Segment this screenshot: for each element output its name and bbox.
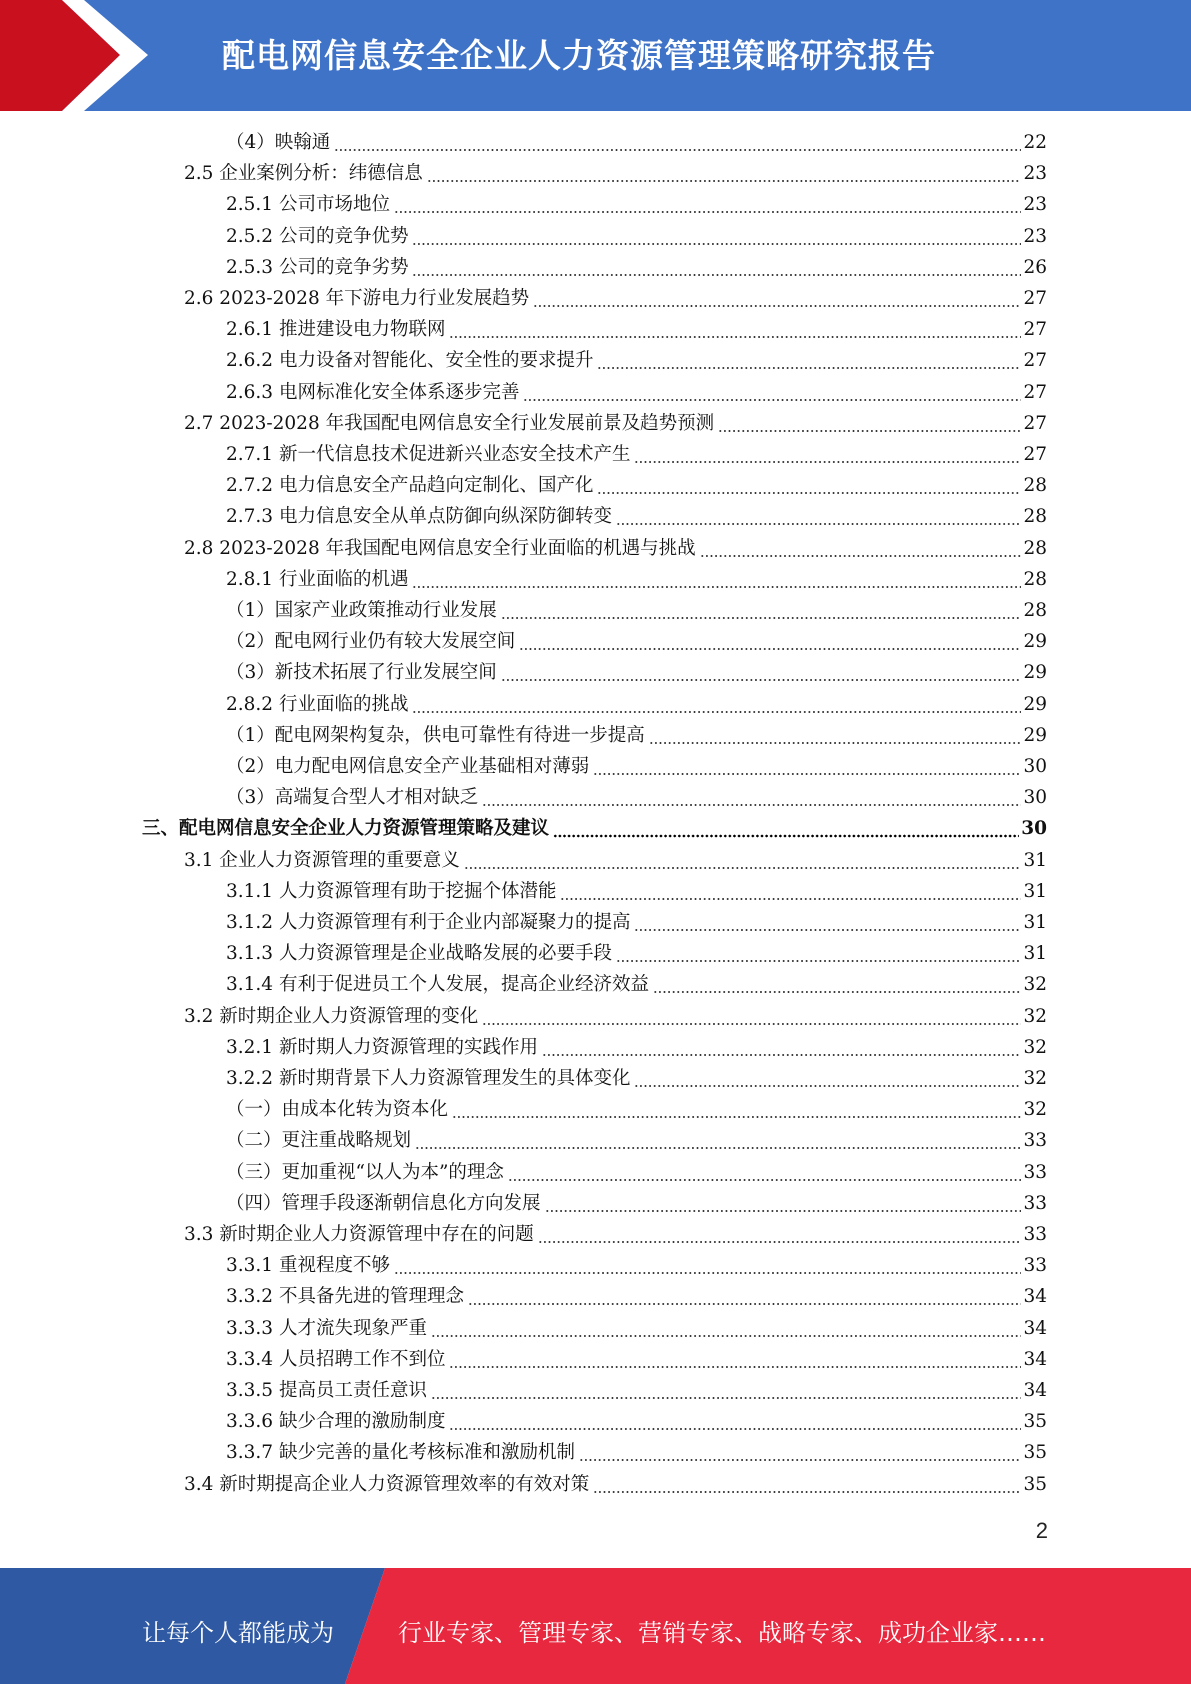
- toc-entry-label: 3.2 新时期企业人力资源管理的变化: [184, 1005, 479, 1027]
- toc-dot-leader: [427, 158, 1022, 189]
- toc-entry-page: 29: [1023, 662, 1047, 684]
- toc-entry[interactable]: [226, 501, 1047, 532]
- toc-entry-page: 34: [1023, 1380, 1047, 1401]
- toc-dot-leader: [718, 408, 1021, 439]
- document-title: 配电网信息安全企业人力资源管理策略研究报告: [222, 36, 936, 75]
- toc-entry-page: 27: [1023, 412, 1047, 434]
- toc-dot-leader: [553, 813, 1019, 844]
- footer-banner: [0, 1568, 1191, 1684]
- toc-dot-leader: [431, 1313, 1021, 1344]
- toc-entry[interactable]: [226, 1125, 1047, 1156]
- toc-entry[interactable]: [226, 377, 1047, 408]
- toc-entry-label: 3.1.2 人力资源管理有利于企业内部凝聚力的提高: [226, 912, 631, 933]
- toc-entry-label: 3.3.6 缺少合理的激励制度: [226, 1411, 446, 1433]
- toc-entry[interactable]: [226, 626, 1047, 657]
- header-banner: [0, 0, 1191, 111]
- toc-entry-page: 23: [1023, 194, 1047, 216]
- toc-entry[interactable]: [226, 1375, 1047, 1406]
- toc-entry[interactable]: [226, 1406, 1047, 1437]
- toc-entry-page: 32: [1023, 974, 1047, 996]
- toc-entry-page: 31: [1023, 912, 1047, 933]
- toc-entry[interactable]: [184, 158, 1047, 189]
- toc-entry[interactable]: [226, 1157, 1047, 1188]
- toc-entry-label: 2.7.2 电力信息安全产品趋向定制化、国产化: [226, 475, 594, 497]
- toc-entry[interactable]: [142, 813, 1047, 844]
- toc-entry-page: 33: [1023, 1130, 1047, 1152]
- toc-entry-label: 3.1.4 有利于促进员工个人发展，提高企业经济效益: [226, 974, 649, 996]
- toc-dot-leader: [508, 1157, 1022, 1188]
- toc-entry-page: 23: [1023, 225, 1047, 247]
- toc-entry-page: 28: [1023, 506, 1047, 528]
- toc-entry-label: 2.8.2 行业面临的挑战: [226, 693, 409, 715]
- toc-entry[interactable]: [226, 1188, 1047, 1219]
- toc-entry-label: 3.4 新时期提高企业人力资源管理效率的有效对策: [184, 1473, 590, 1495]
- toc-entry-label: （1）国家产业政策推动行业发展: [226, 600, 497, 621]
- toc-entry-page: 29: [1023, 631, 1047, 653]
- toc-entry-page: 34: [1023, 1317, 1047, 1339]
- toc-dot-leader: [468, 1281, 1021, 1312]
- toc-dot-leader: [464, 845, 1022, 876]
- toc-entry-label: 2.5.2 公司的竞争优势: [226, 225, 409, 247]
- toc-dot-leader: [616, 938, 1021, 969]
- toc-dot-leader: [538, 1219, 1022, 1250]
- toc-dot-leader: [593, 1469, 1021, 1500]
- toc-dot-leader: [533, 283, 1021, 314]
- toc-entry-page: 32: [1023, 1068, 1047, 1089]
- toc-entry-label: （3）新技术拓展了行业发展空间: [226, 662, 497, 684]
- toc-entry-page: 32: [1023, 1005, 1047, 1027]
- toc-entry-label: 2.6.3 电网标准化安全体系逐步完善: [226, 381, 520, 403]
- toc-entry-label: （一）由成本化转为资本化: [226, 1099, 449, 1121]
- toc-entry-page: 29: [1023, 724, 1047, 746]
- toc-entry-label: （四）管理手段逐渐朝信息化方向发展: [226, 1192, 541, 1214]
- toc-dot-leader: [700, 533, 1022, 564]
- toc-entry-label: 三、配电网信息安全企业人力资源管理策略及建议: [142, 818, 550, 840]
- toc-entry-page: 27: [1023, 350, 1047, 372]
- toc-dot-leader: [542, 1032, 1021, 1063]
- toc-dot-leader: [545, 1188, 1022, 1219]
- toc-entry[interactable]: [226, 314, 1047, 345]
- toc-dot-leader: [412, 689, 1021, 720]
- toc-dot-leader: [449, 1406, 1021, 1437]
- toc-entry-page: 23: [1023, 163, 1047, 185]
- toc-entry-label: 3.1.3 人力资源管理是企业战略发展的必要手段: [226, 943, 612, 965]
- toc-dot-leader: [394, 1250, 1021, 1281]
- toc-dot-leader: [334, 127, 1021, 158]
- toc-dot-leader: [634, 907, 1021, 938]
- toc-dot-leader: [415, 1125, 1021, 1156]
- toc-entry-page: 35: [1023, 1473, 1047, 1495]
- toc-entry-page: 30: [1021, 818, 1047, 840]
- toc-entry-label: （2）配电网行业仍有较大发展空间: [226, 631, 516, 653]
- toc-entry-label: 2.6.1 推进建设电力物联网: [226, 319, 446, 341]
- toc-dot-leader: [412, 221, 1021, 252]
- toc-dot-leader: [482, 782, 1021, 813]
- toc-entry-label: 2.7.3 电力信息安全从单点防御向纵深防御转变: [226, 506, 612, 528]
- toc-dot-leader: [579, 1437, 1021, 1468]
- toc-entry[interactable]: [226, 938, 1047, 969]
- toc-entry-label: 3.3.7 缺少完善的量化考核标准和激励机制: [226, 1442, 575, 1464]
- toc-entry[interactable]: [226, 969, 1047, 1000]
- toc-entry-page: 31: [1023, 943, 1047, 965]
- toc-entry[interactable]: [184, 283, 1047, 314]
- toc-entry[interactable]: [184, 408, 1047, 439]
- toc-entry[interactable]: [226, 221, 1047, 252]
- toc-entry[interactable]: [184, 1469, 1047, 1500]
- toc-dot-leader: [634, 1063, 1021, 1094]
- toc-entry-label: （3）高端复合型人才相对缺乏: [226, 787, 479, 809]
- toc-entry-page: 28: [1023, 537, 1047, 559]
- toc-entry[interactable]: [226, 720, 1047, 751]
- toc-entry-page: 33: [1023, 1161, 1047, 1183]
- toc-entry-label: 3.3.1 重视程度不够: [226, 1255, 390, 1277]
- toc-entry[interactable]: [226, 1032, 1047, 1063]
- toc-entry-page: 33: [1023, 1192, 1047, 1214]
- toc-entry-page: 32: [1023, 1036, 1047, 1058]
- toc-entry-label: （三）更加重视“以人为本”的理念: [226, 1161, 504, 1183]
- toc-dot-leader: [412, 252, 1021, 283]
- toc-entry[interactable]: [226, 1344, 1047, 1375]
- toc-dot-leader: [394, 189, 1021, 220]
- toc-dot-leader: [412, 564, 1021, 595]
- toc-entry-label: 2.6 2023-2028 年下游电力行业发展趋势: [184, 288, 530, 309]
- toc-entry[interactable]: [184, 533, 1047, 564]
- toc-entry-page: 27: [1023, 319, 1047, 341]
- toc-entry-page: 27: [1023, 381, 1047, 403]
- toc-entry-page: 28: [1023, 475, 1047, 497]
- toc-entry-label: 3.3.4 人员招聘工作不到位: [226, 1348, 446, 1370]
- toc-entry-label: 2.8.1 行业面临的机遇: [226, 568, 409, 590]
- toc-entry-label: 3.2.1 新时期人力资源管理的实践作用: [226, 1036, 538, 1058]
- toc-dot-leader: [597, 345, 1021, 376]
- toc-entry[interactable]: [226, 345, 1047, 376]
- toc-entry-page: 33: [1023, 1255, 1047, 1277]
- page-number: 2: [1035, 1518, 1048, 1543]
- chevron-decoration-icon: [0, 0, 160, 111]
- toc-entry-page: 27: [1023, 288, 1047, 309]
- toc-entry[interactable]: [226, 1250, 1047, 1281]
- toc-entry-label: 2.8 2023-2028 年我国配电网信息安全行业面临的机遇与挑战: [184, 537, 696, 559]
- toc-entry[interactable]: [226, 1281, 1047, 1312]
- toc-entry[interactable]: [226, 782, 1047, 813]
- toc-entry-page: 31: [1023, 849, 1047, 871]
- toc-entry[interactable]: [226, 1063, 1047, 1094]
- footer-slogan-left: 让每个人都能成为: [142, 1619, 334, 1647]
- toc-entry-page: 31: [1023, 880, 1047, 902]
- toc-dot-leader: [523, 377, 1021, 408]
- toc-dot-leader: [649, 720, 1022, 751]
- toc-entry-label: 2.7 2023-2028 年我国配电网信息安全行业发展前景及趋势预测: [184, 412, 715, 434]
- toc-dot-leader: [593, 751, 1021, 782]
- toc-dot-leader: [449, 314, 1021, 345]
- toc-entry-label: 2.5 企业案例分析：纬德信息: [184, 163, 423, 185]
- toc-entry-page: 26: [1023, 256, 1047, 278]
- toc-entry[interactable]: [184, 845, 1047, 876]
- toc-entry-label: 3.2.2 新时期背景下人力资源管理发生的具体变化: [226, 1068, 631, 1089]
- toc-dot-leader: [560, 876, 1021, 907]
- toc-dot-leader: [634, 439, 1021, 470]
- toc-entry-label: 3.3.3 人才流失现象严重: [226, 1317, 427, 1339]
- toc-entry-page: 28: [1023, 600, 1047, 621]
- toc-dot-leader: [501, 595, 1022, 626]
- toc-entry[interactable]: [226, 1437, 1047, 1468]
- toc-dot-leader: [501, 657, 1022, 688]
- toc-dot-leader: [519, 626, 1021, 657]
- footer-slogan-right: 行业专家、管理专家、营销专家、战略专家、成功企业家……: [398, 1619, 1046, 1647]
- toc-entry[interactable]: [226, 657, 1047, 688]
- toc-entry[interactable]: [226, 751, 1047, 782]
- toc-entry[interactable]: [184, 1001, 1047, 1032]
- toc-entry[interactable]: [226, 189, 1047, 220]
- toc-dot-leader: [482, 1001, 1021, 1032]
- toc-dot-leader: [431, 1375, 1021, 1406]
- toc-dot-leader: [597, 470, 1021, 501]
- toc-entry-page: 35: [1023, 1442, 1047, 1464]
- toc-entry-label: （4）映翰通: [226, 132, 331, 153]
- toc-entry-page: 33: [1023, 1224, 1047, 1245]
- toc-entry-label: 2.5.1 公司市场地位: [226, 194, 390, 216]
- toc-entry[interactable]: [226, 470, 1047, 501]
- toc-entry-label: 3.3.5 提高员工责任意识: [226, 1380, 427, 1401]
- toc-entry-label: 2.6.2 电力设备对智能化、安全性的要求提升: [226, 350, 594, 372]
- toc-entry-page: 32: [1023, 1099, 1047, 1121]
- toc-entry-page: 22: [1023, 132, 1047, 153]
- toc-entry-label: 3.3 新时期企业人力资源管理中存在的问题: [184, 1224, 534, 1245]
- toc-entry-label: （1）配电网架构复杂，供电可靠性有待进一步提高: [226, 724, 645, 746]
- toc-entry[interactable]: [226, 127, 1047, 158]
- toc-entry-page: 30: [1023, 756, 1047, 777]
- toc-entry[interactable]: [226, 1094, 1047, 1125]
- toc-entry-page: 30: [1023, 787, 1047, 809]
- toc-entry[interactable]: [226, 907, 1047, 938]
- toc-entry-label: 3.1.1 人力资源管理有助于挖掘个体潜能: [226, 880, 557, 902]
- toc-entry-page: 29: [1023, 693, 1047, 715]
- toc-dot-leader: [449, 1344, 1021, 1375]
- toc-entry-label: 2.7.1 新一代信息技术促进新兴业态安全技术产生: [226, 444, 631, 465]
- toc-dot-leader: [452, 1094, 1021, 1125]
- toc-entry-page: 34: [1023, 1286, 1047, 1308]
- toc-entry-label: 3.1 企业人力资源管理的重要意义: [184, 849, 460, 871]
- toc-entry-label: （二）更注重战略规划: [226, 1130, 412, 1152]
- toc-entry[interactable]: [226, 595, 1047, 626]
- toc-dot-leader: [653, 969, 1021, 1000]
- toc-entry-label: 3.3.2 不具备先进的管理理念: [226, 1286, 464, 1308]
- toc-entry[interactable]: [226, 439, 1047, 470]
- toc-entry-page: 28: [1023, 568, 1047, 590]
- toc-entry[interactable]: [226, 689, 1047, 720]
- toc-entry-page: 35: [1023, 1411, 1047, 1433]
- toc-entry[interactable]: [226, 1313, 1047, 1344]
- toc-entry-page: 27: [1023, 444, 1047, 465]
- toc-entry-label: （2）电力配电网信息安全产业基础相对薄弱: [226, 756, 590, 777]
- toc-entry[interactable]: [184, 1219, 1047, 1250]
- toc-dot-leader: [616, 501, 1021, 532]
- toc-entry-label: 2.5.3 公司的竞争劣势: [226, 256, 409, 278]
- toc-entry[interactable]: [226, 876, 1047, 907]
- toc-entry[interactable]: [226, 564, 1047, 595]
- toc-entry[interactable]: [226, 252, 1047, 283]
- toc-entry-page: 34: [1023, 1348, 1047, 1370]
